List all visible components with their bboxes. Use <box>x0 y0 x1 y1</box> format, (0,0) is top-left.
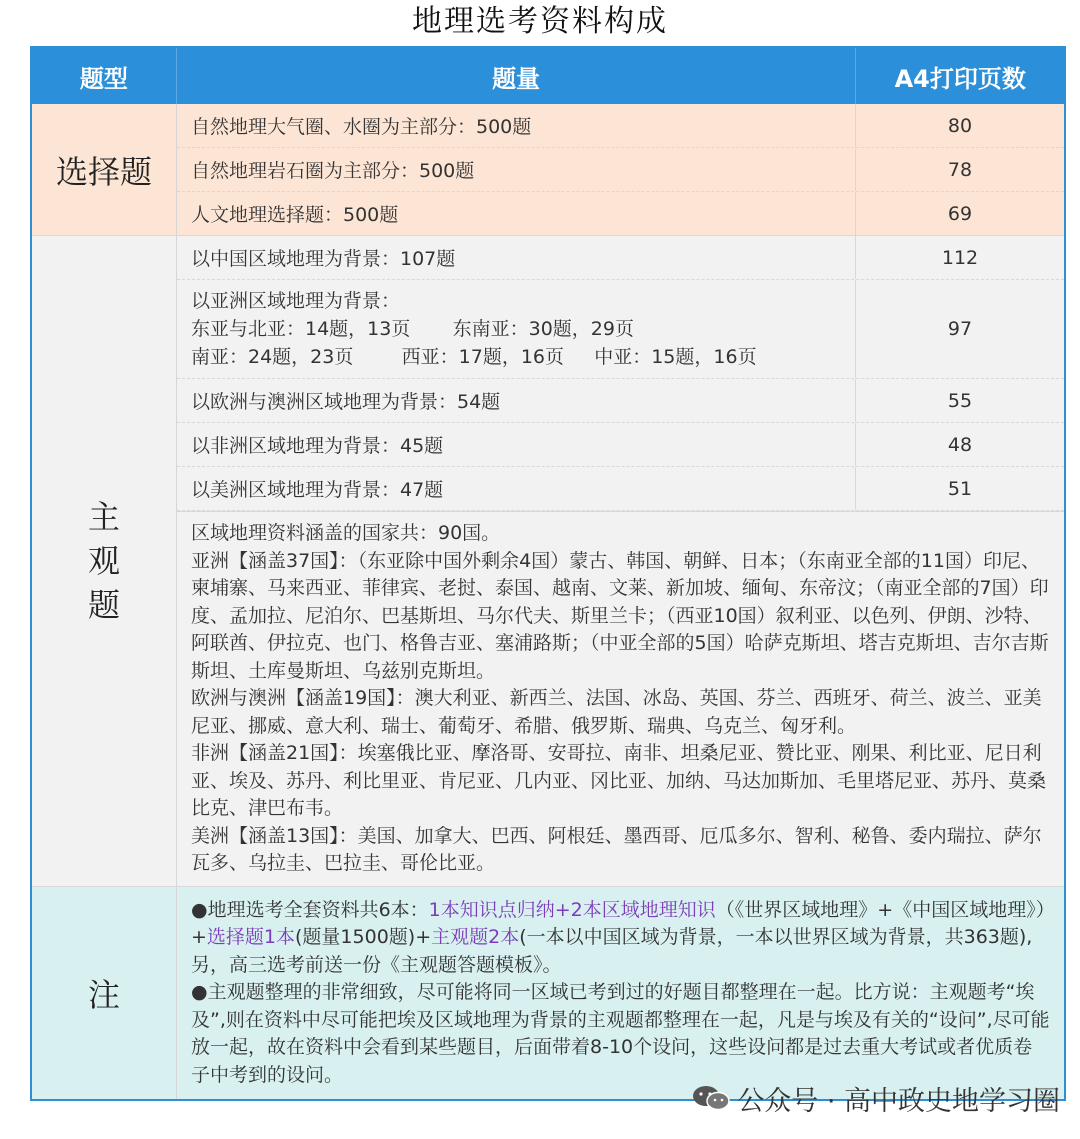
row-pages: 80 <box>947 114 973 137</box>
countries-line: 非洲【涵盖21国】：埃塞俄比亚、摩洛哥、安哥拉、南非、坦桑尼亚、赞比亚、刚果、利比亚、尼日利亚、埃及、苏丹、利比里亚、肯尼亚、几内亚、冈比亚、加纳、马达加斯加、毛里塔尼亚、苏丹、莫桑比克、津巴布韦。 <box>191 742 1047 819</box>
row-desc: 人文地理选择题：500题 <box>177 192 856 235</box>
header-pages: A4打印页数 <box>894 64 1026 93</box>
watermark-text: 公众号 · 高中政史地学习圈 <box>737 1085 1060 1117</box>
row-desc: 自然地理岩石圈为主部分：500题 <box>177 148 856 191</box>
row-pages: 48 <box>947 433 973 456</box>
row-desc-asia <box>177 280 856 378</box>
note-span: (一本以中国区域为背景，一本以世界区域为背景，共363题),另，高三选考前送一份《主观题答题模板》。 <box>191 926 1033 976</box>
note-paragraph-2: ●主观题整理的非常细致，尽可能将同一区域已考到过的好题目都整理在一起。比方说：主观题考“埃及”,则在资料中尽可能把埃及区域地理为背景的主观题都整理在一起，凡是与埃及有关的“设问”,尽可能放一起，故在资料中会看到某些题目，后面带着8-10个设问，这些设问都是过去重大考试或者优质卷子中考到的设问。 <box>191 981 1050 1086</box>
note-span: （《世界区域地理》+《中国区域地理》）+ <box>191 898 1046 948</box>
countries-text <box>177 512 1064 886</box>
row-desc: 以美洲区域地理为背景：47题 <box>177 467 856 510</box>
note-highlight: 选择题1本 <box>206 926 296 948</box>
row-pages: 112 <box>941 246 979 269</box>
label-char: 主 <box>87 497 120 536</box>
row-desc: 以非洲区域地理为背景：45题 <box>177 423 856 466</box>
note-span: ●地理选考全套资料共6本： <box>191 898 429 921</box>
note-span: (题量1500题)+ <box>295 926 432 948</box>
header-count: 题量 <box>177 48 857 104</box>
row-pages: 97 <box>947 318 973 340</box>
countries-line: 区域地理资料涵盖的国家共：90国。 <box>191 522 501 544</box>
asia-line: 以亚洲区域地理为背景： <box>191 290 401 312</box>
row-pages: 55 <box>947 389 973 412</box>
note-highlight: 1本知识点归纳+2本区域地理知识 <box>428 898 716 921</box>
countries-line: 美洲【涵盖13国】：美国、加拿大、巴西、阿根廷、墨西哥、厄瓜多尔、智利、秘鲁、委内瑞拉、萨尔瓦多、乌拉圭、巴拉圭、哥伦比亚。 <box>191 824 1042 874</box>
countries-row <box>177 511 1064 886</box>
wechat-icon <box>691 1084 731 1112</box>
row-pages: 51 <box>947 477 973 500</box>
countries-line: 欧洲与澳洲【涵盖19国】：澳大利亚、新西兰、法国、冰岛、英国、芬兰、西班牙、荷兰、波兰、亚美尼亚、挪威、意大利、瑞士、葡萄牙、希腊、俄罗斯、瑞典、乌克兰、匈牙利。 <box>191 687 1042 737</box>
note-highlight: 主观题2本 <box>431 926 520 948</box>
asia-line: 南亚：24题，23页 西亚：17题，16页 中亚：15题，16页 <box>191 346 757 368</box>
row-pages: 69 <box>947 202 973 225</box>
section-note <box>32 886 1064 1100</box>
subjective-label <box>32 236 177 886</box>
note-paragraph-1 <box>191 897 1050 980</box>
row-desc: 以中国区域地理为背景：107题 <box>177 236 856 279</box>
section-subjective <box>32 235 1064 886</box>
countries-line: 亚洲【涵盖37国】：（东亚除中国外剩余4国）蒙古、韩国、朝鲜、日本；（东南亚全部的11国）印尼、柬埔寨、马来西亚、菲律宾、老挝、泰国、越南、文莱、新加坡、缅甸、东帝汶；（南亚全部的7国）印度、孟加拉、尼泊尔、巴基斯坦、马尔代夫、斯里兰卡；（西亚10国）叙利亚、以色列、伊朗、沙特、阿联酋、伊拉克、也门、格鲁吉亚、塞浦路斯；（中亚全部的5国）哈萨克斯坦、塔吉克斯坦、吉尔吉斯斯坦、土库曼斯坦、乌兹别克斯坦。 <box>191 549 1049 682</box>
table-row <box>177 104 1064 148</box>
table-row <box>177 148 1064 192</box>
composition-table <box>30 46 1066 1101</box>
section-choice <box>32 104 1064 235</box>
table-row <box>177 423 1064 467</box>
table-row <box>177 280 1064 379</box>
table-row <box>177 467 1064 511</box>
row-pages: 78 <box>947 158 973 181</box>
table-row <box>177 379 1064 423</box>
asia-line: 东亚与北亚：14题，13页 东南亚：30题，29页 <box>191 318 634 340</box>
table-header <box>32 48 1064 104</box>
label-char: 观 <box>87 541 120 580</box>
row-desc: 以欧洲与澳洲区域地理为背景：54题 <box>177 379 856 422</box>
row-desc: 自然地理大气圈、水圈为主部分：500题 <box>177 104 856 147</box>
page-title: 地理选考资料构成 <box>412 4 668 39</box>
label-char: 题 <box>87 585 120 624</box>
note-text <box>177 887 1064 1100</box>
choice-label: 选择题 <box>32 104 177 235</box>
table-row <box>177 236 1064 280</box>
watermark <box>620 1078 1060 1118</box>
table-row <box>177 192 1064 235</box>
note-label: 注 <box>32 887 177 1100</box>
header-type: 题型 <box>32 48 177 104</box>
